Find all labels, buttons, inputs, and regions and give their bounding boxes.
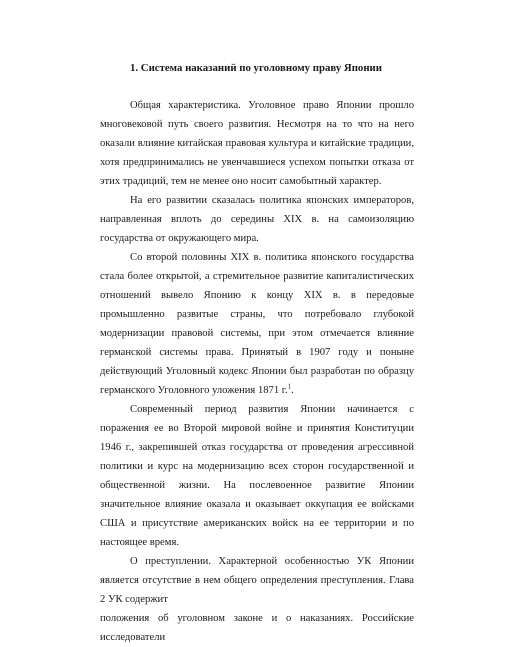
section-title: 1. Система наказаний по уголовному праву Японии: [129, 62, 382, 74]
cut-off-line: [100, 609, 414, 643]
paragraph: Современный период развития Японии начинается с поражения ее во Второй мировой войне и принятия Конституции 1946 г., закрепившей отказ государства от проведения агрессивной политики и курс на модернизацию всех сторон государственной и общественной жизни. На послевоенное развитие Японии значительное влияние оказала и оказывает оккупация ее войсками США и присутствие американских войск на ее территории и по настоящее время.: [100, 404, 414, 548]
cut-off-text: положения об уголовном законе и о наказаниях. Российские исследователи: [100, 613, 414, 643]
paragraph: Общая характеристика. Уголовное право Японии прошло многовековой путь своего развития. Несмотря на то что на него оказали влияние китайская правовая культура и китайские традиции, хотя предпринимались не увенчавшиеся успехом попытки отказа от этих традиций, тем не менее оно носит самобытный характер.: [100, 100, 414, 187]
document-body: [100, 96, 414, 643]
paragraph: На его развитии сказалась политика японских императоров, направленная вплоть до середины XIX в. на самоизоляцию государства от окружающего мира.: [100, 195, 414, 244]
paragraph: О преступлении. Характерной особенностью УК Японии является отсутствие в нем общего определения преступления. Глава 2 УК содержит: [100, 556, 414, 605]
paragraph-text: Со второй половины XIX в. политика японского государства стала более открытой, а стремительное развитие капиталистических отношений вывело Японию к концу XIX в. в передовые промышленно развитые страны, что потребовало глубокой модернизации правовой системы, при этом отмечается влияние германской системы права. Принятый в 1907 году и поныне действующий Уголовный кодекс Японии был разработан по образцу германского Уголовного уложения 1871 г.: [100, 252, 414, 396]
paragraph: Со второй половины XIX в. политика японского государства стала более открытой, а стремительное развитие капиталистических отношений вывело Японию к концу XIX в. в передовые промышленно развитые страны, что потребовало глубокой модернизации правовой системы, при этом отмечается влияние германской системы права. Принятый в 1907 году и поныне действующий Уголовный кодекс Японии был разработан по образцу германского Уголовного уложения 1871 г.$^1$.: [100, 252, 414, 396]
footnote-mark: 1: [287, 382, 292, 391]
